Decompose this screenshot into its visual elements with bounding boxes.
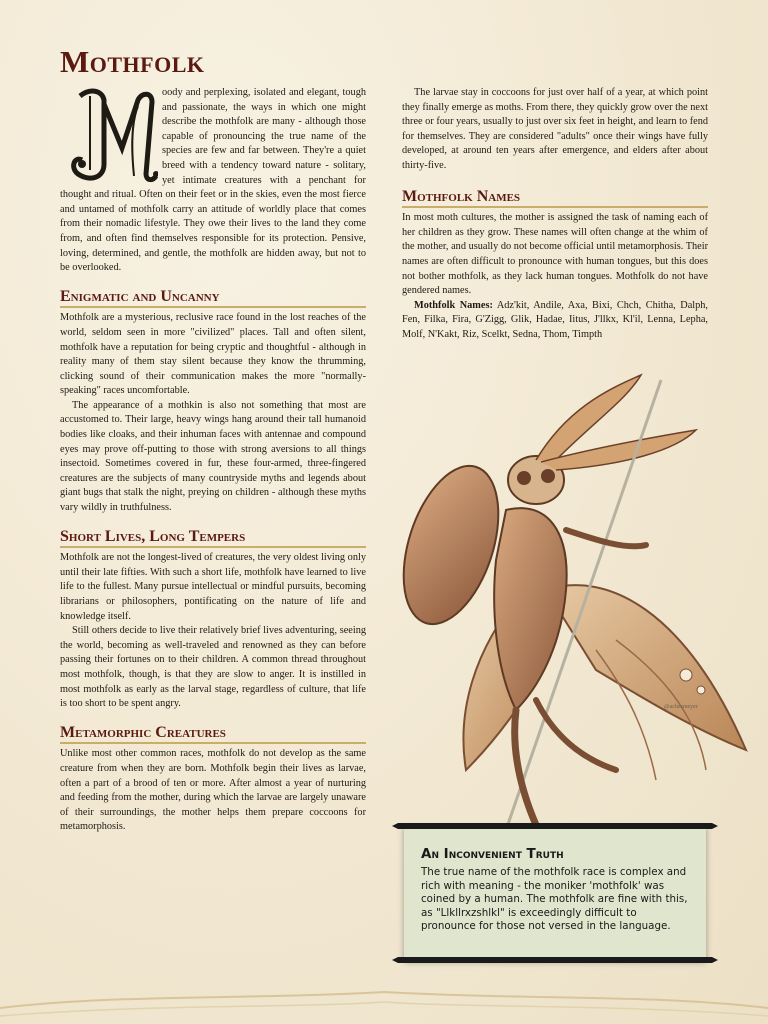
sidebar-note [404, 826, 706, 960]
heading-short-lives: Short Lives, Long Tempers [60, 530, 366, 549]
leg [515, 710, 536, 825]
note-top-bar [398, 823, 712, 829]
left-column [60, 86, 366, 835]
heading-names: Mothfolk Names [402, 190, 708, 209]
moth-body [494, 508, 566, 710]
right-column [402, 86, 708, 343]
names-list [402, 299, 708, 343]
heading-metamorphic: Metamorphic Creatures [60, 726, 366, 745]
right-wing [546, 585, 746, 750]
artist-signature: @achesmeyer [664, 704, 698, 710]
names-list-label: Mothfolk Names: [414, 299, 493, 311]
short-lives-paragraph-2: Still others decide to live their relatively brief lives adventuring, seeing the world, becoming as well-traveled and renowned as they can before passing their fortunes on to their children. A common thread throughout most mothfolk, though, is that they are slow to anger. It is instilled in most mothfolk as early as the larval stage, regardless of culture, that life is too short to be spent angry. [60, 625, 366, 710]
dropcap-letter-graphic [60, 86, 158, 186]
names-list-values: Adz'kit, Andile, Axa, Bixi, Chch, Chitha, Dalph, Fen, Filka, Fira, G'Zigg, Glik, Hadae, Iitus, J'llkx, Kl'il, Lenna, Lepha, Molf, N'Kakt, Riz, Scelkt, Sedna, Thom, Timpth [402, 299, 708, 340]
note-body: The true name of the mothfolk race is complex and rich with meaning - the moniker 'mothfolk' was coined by a human. The mothfolk are fine with this, as "Llkllrxzshlkl" is exceedingly difficult to pronounce for those not versed in the language. [421, 866, 688, 933]
heading-enigmatic: Enigmatic and Uncanny [60, 290, 366, 309]
note-title: An Inconvenient Truth [421, 846, 564, 862]
enigmatic-paragraph-1: Mothfolk are a mysterious, reclusive race found in the lost reaches of the world, seldom seen in more "civilized" places. Tall and often silent, mothfolk have a reputation for being cryptic and thoughtful - although in reality many of them stay silent because they know the thrumming, clicking sound of their communication makes the more "normally-speaking" races uncomfortable. [60, 312, 366, 397]
intro-paragraph: oody and perplexing, isolated and elegant, tough and passionate, the ways in which one might describe the mothfolk are many - although those capable of pronouncing the true name of the species are few and far between. They're a quiet breed with a tendency toward nature - solitary, yet intimate creatures with a penchant for thought and ritual. Often on their feet or in the skies, even the most fierce and untamed of mothfolk carry an attitude of worldly place that comes from their nomadic lifestyle. They owe their lives to the land they come from, and often find themselves responsible for its protection. Pensive, loving, determined, and gentle, the mothfolk are hidden away, but not to be overlooked. [60, 87, 366, 274]
mothfolk-illustration [396, 370, 758, 830]
enigmatic-paragraph-2: The appearance of a mothkin is also not something that most are accustomed to. Their large, heavy wings hang around their tall humanoid bodies like cloaks, and their inhuman faces with antennae and compound eyes may prove off-putting to those with strong aversions to all things insectoid. Sometimes covered in fur, these four-armed, three-fingered creatures are the subjects of many countryside myths and legends about giant bugs that stalk the night, preying on children - although these myths vary wildly in truthfulness. [60, 399, 366, 514]
page-title: Mothfolk [60, 44, 205, 79]
names-paragraph: In most moth cultures, the mother is assigned the task of naming each of her children as they grow. These names will often change at the whim of the mother, and usually do not become official until metamorphosis. Their names are often difficult to pronounce with human tongues, but this does not bother mothfolk, as they lack human tongues. Mothfolk do not have gendered names. [402, 212, 708, 297]
footer-ornament [0, 980, 768, 1024]
short-lives-paragraph-1: Mothfolk are not the longest-lived of creatures, the very oldest living only until their late fifties. With such a short life, mothfolk have learned to live life to the fullest. Many pursue intellectual or mindful pursuits, becoming librarians or philosophers, pontificating on the nature of life and knowledge itself. [60, 552, 366, 622]
dropcap [60, 86, 158, 186]
note-bottom-bar [398, 957, 712, 963]
larvae-paragraph: The larvae stay in coccoons for just over half of a year, at which point they finally emerge as moths. From there, they quickly grow over the next three or four years, usually to just over six feet in height, and learn to fend for themselves. They are considered "adults" once their wings have fully developed, at around ten years after emergence, and elders after about thirty-five. [402, 87, 708, 171]
metamorphic-paragraph-1: Unlike most other common races, mothfolk do not develop as the same creature from when they are born. Mothfolk begin their lives as larvae, often a part of a brood of ten or more. After almost a year of nurturing and feeding from the mother, during which the larvae are largely unaware of their surroundings, the mother helps them prepare coccoons for metamorphosis. [60, 748, 366, 833]
